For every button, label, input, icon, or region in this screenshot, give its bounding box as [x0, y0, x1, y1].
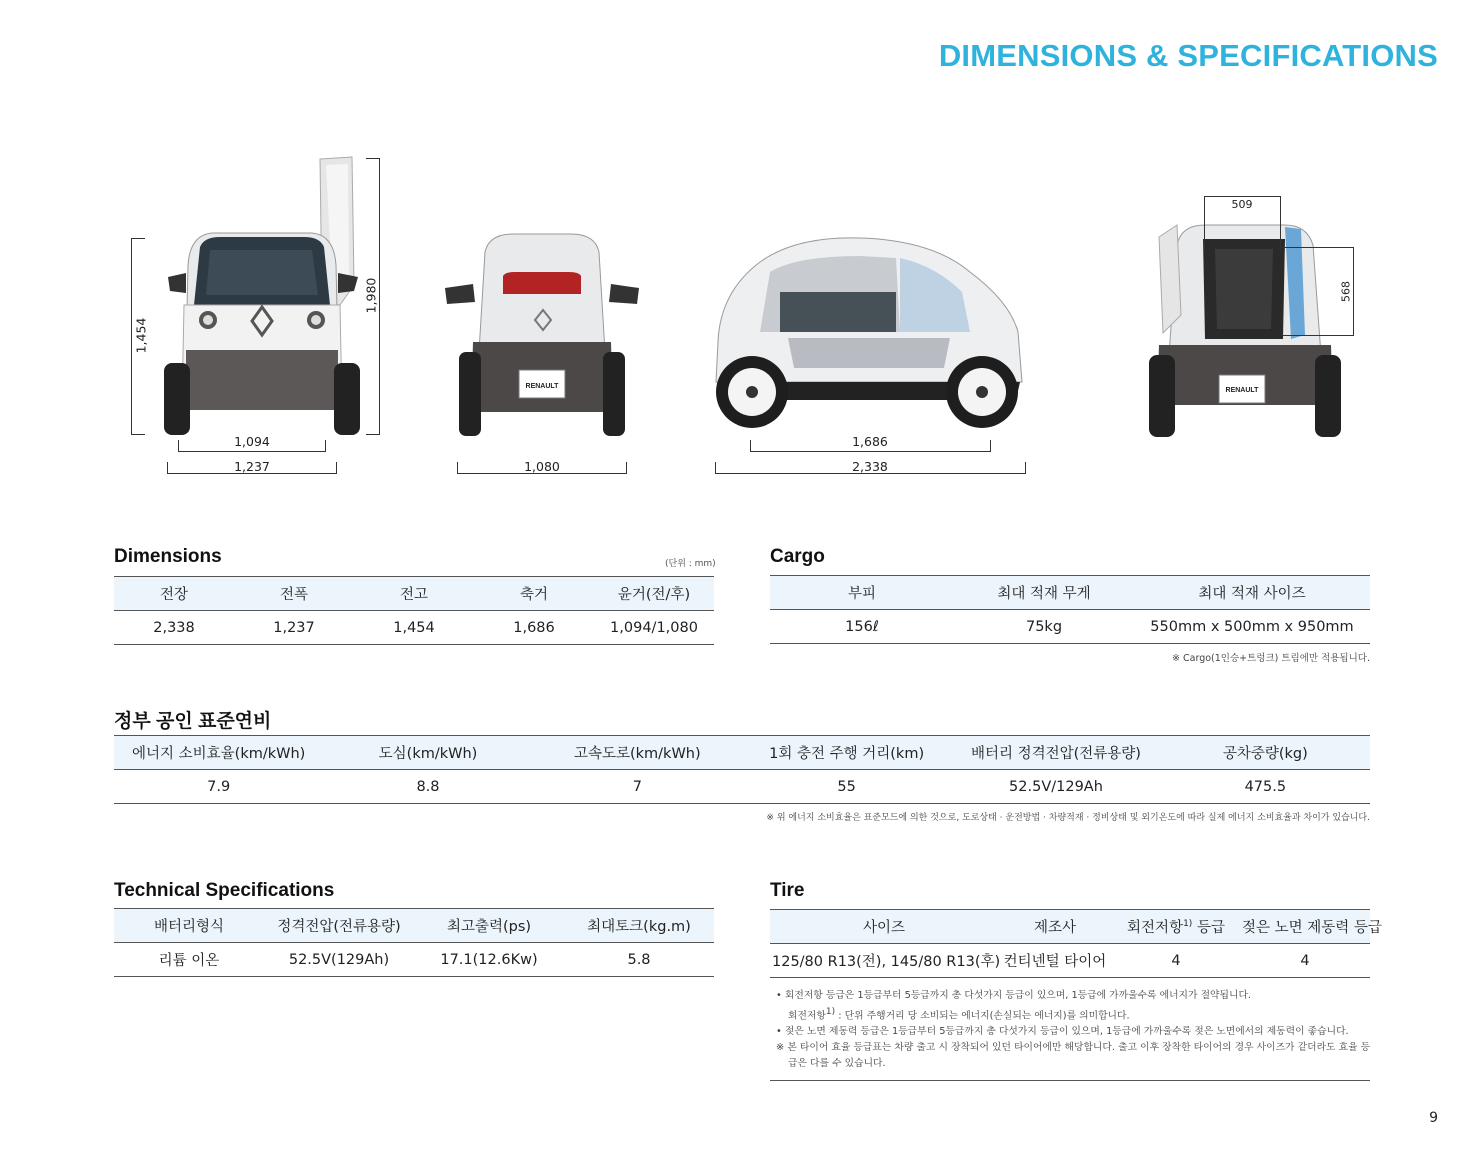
- footnote-marker: 1): [1183, 919, 1193, 930]
- table-header: 배터리 정격전압(전류용량): [951, 736, 1160, 770]
- table-cell: 1,094/1,080: [594, 611, 714, 645]
- front-tread-label: 1,094: [212, 434, 292, 449]
- dimensions-table: [114, 576, 714, 645]
- front-width-label: 1,237: [234, 459, 270, 474]
- table-row: [114, 611, 714, 645]
- table-cell: 52.5V/129Ah: [951, 770, 1160, 804]
- table-cell: 1,454: [354, 611, 474, 645]
- page-title: DIMENSIONS & SPECIFICATIONS: [938, 38, 1438, 73]
- table-cell: 8.8: [323, 770, 532, 804]
- table-header: 전고: [354, 577, 474, 611]
- table-header: 윤거(전/후): [594, 577, 714, 611]
- side-car-image: [700, 232, 1040, 437]
- header-text: 등급: [1196, 920, 1225, 936]
- table-row: [770, 944, 1370, 978]
- tire-note-line: 급은 다를 수 있습니다.: [788, 1058, 886, 1070]
- dimensions-unit-note: (단위 : mm): [665, 559, 716, 569]
- table-cell: 4: [1240, 944, 1370, 978]
- table-cell: 475.5: [1161, 770, 1370, 804]
- cargo-height-label: 568: [1339, 281, 1353, 302]
- tire-notes-divider: [770, 1080, 1370, 1081]
- fuel-title: 정부 공인 표준연비: [114, 711, 272, 732]
- table-cell: 1,686: [474, 611, 594, 645]
- technical-header-row: [114, 909, 714, 943]
- table-cell: 5.8: [564, 943, 714, 977]
- table-header: 최대 적재 사이즈: [1134, 576, 1370, 610]
- rear-plate-text: RENAULT: [525, 383, 559, 390]
- table-cell: 17.1(12.6Kw): [414, 943, 564, 977]
- tire-header-row: [770, 910, 1370, 944]
- table-header: 부피: [770, 576, 954, 610]
- table-cell: 55: [742, 770, 951, 804]
- technical-table: [114, 908, 714, 977]
- table-cell: 156ℓ: [770, 610, 954, 644]
- technical-title: Technical Specifications: [114, 880, 335, 901]
- table-cell: 4: [1112, 944, 1240, 978]
- cargo-table: [770, 575, 1370, 644]
- table-header: 축거: [474, 577, 594, 611]
- dimensions-title: Dimensions: [114, 546, 222, 567]
- table-row: [114, 770, 1370, 804]
- footnote-marker: 1): [825, 1007, 836, 1017]
- fuel-note: ※ 위 에너지 소비효율은 표준모드에 의한 것으로, 도로상태 · 운전방법 · 차량적재 · 정비상태 및 외기온도에 따라 실제 에너지 소비효율과 차이가 있습니다.: [766, 813, 1370, 823]
- table-cell: 52.5V(129Ah): [264, 943, 414, 977]
- table-header: 에너지 소비효율(km/kWh): [114, 736, 323, 770]
- table-header: 1회 충전 주행 거리(km): [742, 736, 951, 770]
- tire-note-line: • 회전저항 등급은 1등급부터 5등급까지 총 다섯가지 등급이 있으며, 1등급에 가까울수록 에너지가 절약됩니다.: [776, 990, 1252, 1001]
- table-header: 전폭: [234, 577, 354, 611]
- rear-car-image: [443, 232, 641, 440]
- tire-note-line: [776, 1004, 1370, 1024]
- table-cell: 550mm x 500mm x 950mm: [1134, 610, 1370, 644]
- cargo-title: Cargo: [770, 546, 825, 567]
- table-cell: 1,237: [234, 611, 354, 645]
- table-header: 도심(km/kWh): [323, 736, 532, 770]
- header-text: 회전저항: [1127, 920, 1184, 936]
- tire-note-line: • 젖은 노면 제동력 등급은 1등급부터 5등급까지 총 다섯가지 등급이 있으며, 1등급에 가까울수록 젖은 노면에서의 제동력이 좋습니다.: [776, 1026, 1349, 1038]
- front-open-height-label: 1,980: [363, 277, 379, 314]
- table-header: 최고출력(ps): [414, 909, 564, 943]
- table-header: 최대 적재 무게: [954, 576, 1134, 610]
- table-header: 배터리형식: [114, 909, 264, 943]
- table-row: [114, 943, 714, 977]
- table-cell: 7.9: [114, 770, 323, 804]
- side-length-label: 2,338: [852, 459, 888, 474]
- rear-width-label: 1,080: [524, 459, 560, 474]
- table-header: [1112, 910, 1240, 944]
- cargo-header-row: [770, 576, 1370, 610]
- cargo-width-label: 509: [1231, 198, 1253, 211]
- tire-table: [770, 909, 1382, 978]
- tire-note-line: ※ 본 타이어 효율 등급표는 차량 출고 시 장착되어 있던 타이어에만 해당합니다. 출고 이후 장착한 타이어의 경우 사이즈가 같더라도 효율 등: [776, 1042, 1371, 1054]
- table-header: 정격전압(전류용량): [264, 909, 414, 943]
- table-header: 공차중량(kg): [1161, 736, 1370, 770]
- cargo-plate-text: RENAULT: [1225, 387, 1259, 394]
- dimensions-header-row: [114, 577, 714, 611]
- table-header: 사이즈: [770, 910, 998, 944]
- note-text: : 단위 주행거리 당 소비되는 에너지(손실되는 에너지)를 의미합니다.: [835, 1010, 1130, 1022]
- table-cell: 리튬 이온: [114, 943, 264, 977]
- page-number: 9: [1429, 1110, 1438, 1126]
- fuel-header-row: [114, 736, 1370, 770]
- front-height-label: 1,454: [133, 317, 149, 354]
- table-cell: 75kg: [954, 610, 1134, 644]
- tire-notes: [776, 988, 1370, 1072]
- fuel-table: [114, 735, 1370, 804]
- table-header: 고속도로(km/kWh): [533, 736, 742, 770]
- tire-title: Tire: [770, 880, 805, 901]
- side-wheelbase-label: 1,686: [830, 434, 910, 449]
- cargo-note: ※ Cargo(1인승+트렁크) 트림에만 적용됩니다.: [1172, 653, 1370, 664]
- table-cell: 7: [533, 770, 742, 804]
- table-header: 제조사: [998, 910, 1112, 944]
- table-header: 최대토크(kg.m): [564, 909, 714, 943]
- table-row: [770, 610, 1370, 644]
- table-header: 젖은 노면 제동력 등급: [1240, 910, 1370, 944]
- note-term: 회전저항: [788, 1010, 826, 1022]
- table-cell: 컨티넨털 타이어: [998, 944, 1112, 978]
- table-cell: 125/80 R13(전), 145/80 R13(후): [770, 944, 998, 978]
- front-car-image: [162, 155, 362, 440]
- table-header: 전장: [114, 577, 234, 611]
- table-cell: 2,338: [114, 611, 234, 645]
